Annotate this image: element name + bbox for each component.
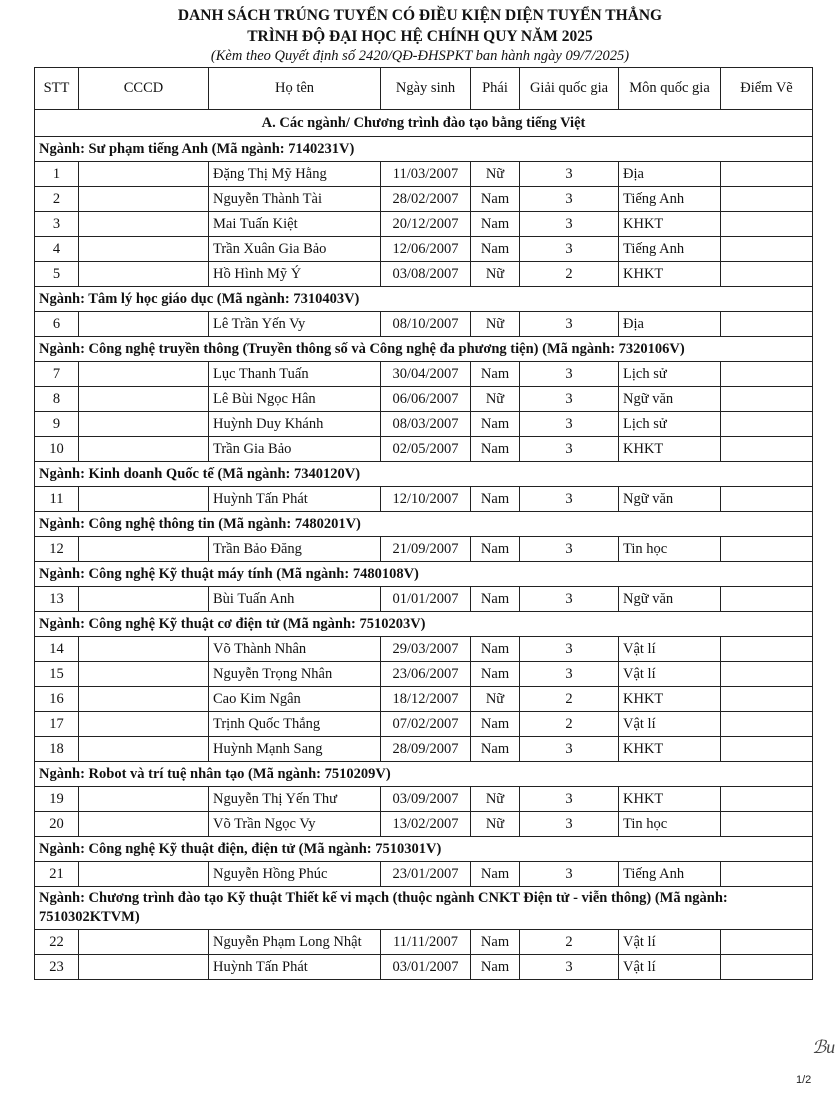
table-row <box>35 437 813 462</box>
cell-ngay-sinh: 12/10/2007 <box>381 487 471 512</box>
cell-giai-quoc-gia: 2 <box>520 262 619 287</box>
table-row <box>35 187 813 212</box>
cell-phai: Nữ <box>471 687 520 712</box>
group-row <box>35 462 813 487</box>
cell-phai: Nam <box>471 930 520 955</box>
cell-giai-quoc-gia: 3 <box>520 312 619 337</box>
cell-diem-ve <box>721 212 813 237</box>
section-title: A. Các ngành/ Chương trình đào tạo bằng tiếng Việt <box>35 110 813 137</box>
cell-ho-ten: Bùi Tuấn Anh <box>209 587 381 612</box>
cell-giai-quoc-gia: 3 <box>520 212 619 237</box>
cell-mon-quoc-gia: KHKT <box>619 737 721 762</box>
cell-cccd <box>79 587 209 612</box>
cell-cccd <box>79 237 209 262</box>
cell-stt: 12 <box>35 537 79 562</box>
cell-diem-ve <box>721 187 813 212</box>
group-title: Ngành: Công nghệ Kỹ thuật máy tính (Mã ngành: 7480108V) <box>35 562 813 587</box>
cell-ho-ten: Trần Xuân Gia Bảo <box>209 237 381 262</box>
cell-phai: Nam <box>471 412 520 437</box>
cell-cccd <box>79 362 209 387</box>
cell-phai: Nam <box>471 637 520 662</box>
table-row <box>35 487 813 512</box>
cell-cccd <box>79 262 209 287</box>
cell-phai: Nam <box>471 237 520 262</box>
cell-ngay-sinh: 12/06/2007 <box>381 237 471 262</box>
table-row <box>35 955 813 980</box>
cell-ngay-sinh: 08/10/2007 <box>381 312 471 337</box>
cell-giai-quoc-gia: 3 <box>520 237 619 262</box>
group-row <box>35 137 813 162</box>
cell-cccd <box>79 637 209 662</box>
cell-mon-quoc-gia: Tiếng Anh <box>619 237 721 262</box>
col-cccd: CCCD <box>79 68 209 110</box>
cell-giai-quoc-gia: 3 <box>520 387 619 412</box>
cell-stt: 8 <box>35 387 79 412</box>
cell-stt: 13 <box>35 587 79 612</box>
cell-cccd <box>79 955 209 980</box>
cell-phai: Nam <box>471 737 520 762</box>
cell-cccd <box>79 862 209 887</box>
group-row <box>35 337 813 362</box>
cell-stt: 7 <box>35 362 79 387</box>
cell-stt: 17 <box>35 712 79 737</box>
cell-mon-quoc-gia: Vật lí <box>619 662 721 687</box>
group-row <box>35 287 813 312</box>
cell-stt: 20 <box>35 812 79 837</box>
cell-ngay-sinh: 28/02/2007 <box>381 187 471 212</box>
cell-giai-quoc-gia: 2 <box>520 712 619 737</box>
cell-ho-ten: Nguyễn Thành Tài <box>209 187 381 212</box>
cell-diem-ve <box>721 637 813 662</box>
cell-mon-quoc-gia: KHKT <box>619 687 721 712</box>
table-row <box>35 212 813 237</box>
cell-ho-ten: Lê Trần Yến Vy <box>209 312 381 337</box>
cell-mon-quoc-gia: Lịch sử <box>619 362 721 387</box>
table-row <box>35 930 813 955</box>
cell-giai-quoc-gia: 3 <box>520 437 619 462</box>
table-row <box>35 312 813 337</box>
cell-giai-quoc-gia: 3 <box>520 862 619 887</box>
cell-diem-ve <box>721 437 813 462</box>
col-ngay-sinh: Ngày sinh <box>381 68 471 110</box>
table-row <box>35 637 813 662</box>
cell-mon-quoc-gia: Vật lí <box>619 930 721 955</box>
group-title: Ngành: Sư phạm tiếng Anh (Mã ngành: 7140231V) <box>35 137 813 162</box>
cell-ho-ten: Huỳnh Duy Khánh <box>209 412 381 437</box>
cell-stt: 19 <box>35 787 79 812</box>
cell-mon-quoc-gia: Địa <box>619 312 721 337</box>
cell-mon-quoc-gia: Vật lí <box>619 955 721 980</box>
cell-diem-ve <box>721 712 813 737</box>
cell-mon-quoc-gia: Vật lí <box>619 712 721 737</box>
cell-ho-ten: Đặng Thị Mỹ Hằng <box>209 162 381 187</box>
cell-ngay-sinh: 23/01/2007 <box>381 862 471 887</box>
cell-cccd <box>79 737 209 762</box>
cell-giai-quoc-gia: 3 <box>520 787 619 812</box>
cell-stt: 14 <box>35 637 79 662</box>
table-row <box>35 162 813 187</box>
cell-mon-quoc-gia: KHKT <box>619 262 721 287</box>
cell-mon-quoc-gia: KHKT <box>619 437 721 462</box>
table-row <box>35 787 813 812</box>
cell-cccd <box>79 812 209 837</box>
cell-stt: 21 <box>35 862 79 887</box>
cell-mon-quoc-gia: Vật lí <box>619 637 721 662</box>
group-row <box>35 562 813 587</box>
cell-giai-quoc-gia: 3 <box>520 537 619 562</box>
group-row <box>35 887 813 930</box>
admission-table <box>34 67 813 980</box>
cell-ngay-sinh: 07/02/2007 <box>381 712 471 737</box>
cell-ho-ten: Mai Tuấn Kiệt <box>209 212 381 237</box>
cell-diem-ve <box>721 862 813 887</box>
cell-phai: Nam <box>471 212 520 237</box>
group-title: Ngành: Tâm lý học giáo dục (Mã ngành: 7310403V) <box>35 287 813 312</box>
cell-ho-ten: Nguyễn Trọng Nhân <box>209 662 381 687</box>
cell-phai: Nữ <box>471 262 520 287</box>
cell-stt: 22 <box>35 930 79 955</box>
col-stt: STT <box>35 68 79 110</box>
cell-ngay-sinh: 20/12/2007 <box>381 212 471 237</box>
table-row <box>35 237 813 262</box>
cell-cccd <box>79 387 209 412</box>
group-row <box>35 612 813 637</box>
cell-phai: Nam <box>471 362 520 387</box>
group-row <box>35 762 813 787</box>
cell-cccd <box>79 662 209 687</box>
cell-stt: 16 <box>35 687 79 712</box>
cell-ngay-sinh: 11/11/2007 <box>381 930 471 955</box>
cell-diem-ve <box>721 487 813 512</box>
cell-mon-quoc-gia: Lịch sử <box>619 412 721 437</box>
cell-phai: Nam <box>471 712 520 737</box>
cell-giai-quoc-gia: 3 <box>520 812 619 837</box>
cell-ho-ten: Nguyễn Hồng Phúc <box>209 862 381 887</box>
cell-mon-quoc-gia: Ngữ văn <box>619 487 721 512</box>
cell-stt: 2 <box>35 187 79 212</box>
cell-giai-quoc-gia: 3 <box>520 162 619 187</box>
cell-ngay-sinh: 28/09/2007 <box>381 737 471 762</box>
cell-mon-quoc-gia: Tin học <box>619 537 721 562</box>
header-row <box>35 68 813 110</box>
cell-stt: 4 <box>35 237 79 262</box>
cell-diem-ve <box>721 930 813 955</box>
section-row <box>35 110 813 137</box>
col-diem-ve: Điểm Vẽ <box>721 68 813 110</box>
cell-phai: Nam <box>471 955 520 980</box>
cell-ngay-sinh: 02/05/2007 <box>381 437 471 462</box>
cell-diem-ve <box>721 687 813 712</box>
cell-stt: 23 <box>35 955 79 980</box>
cell-giai-quoc-gia: 3 <box>520 955 619 980</box>
cell-ho-ten: Trần Gia Bảo <box>209 437 381 462</box>
cell-diem-ve <box>721 787 813 812</box>
cell-phai: Nam <box>471 187 520 212</box>
cell-cccd <box>79 212 209 237</box>
cell-stt: 1 <box>35 162 79 187</box>
cell-mon-quoc-gia: Địa <box>619 162 721 187</box>
cell-diem-ve <box>721 412 813 437</box>
cell-diem-ve <box>721 662 813 687</box>
cell-ho-ten: Hồ Hình Mỹ Ý <box>209 262 381 287</box>
cell-ho-ten: Trịnh Quốc Thắng <box>209 712 381 737</box>
cell-stt: 9 <box>35 412 79 437</box>
cell-phai: Nam <box>471 437 520 462</box>
cell-ho-ten: Võ Trần Ngọc Vy <box>209 812 381 837</box>
cell-phai: Nữ <box>471 162 520 187</box>
cell-giai-quoc-gia: 3 <box>520 187 619 212</box>
signature-mark: ℬu <box>812 1037 836 1057</box>
cell-phai: Nữ <box>471 387 520 412</box>
group-row <box>35 837 813 862</box>
cell-stt: 5 <box>35 262 79 287</box>
cell-ngay-sinh: 01/01/2007 <box>381 587 471 612</box>
cell-mon-quoc-gia: KHKT <box>619 787 721 812</box>
cell-mon-quoc-gia: Ngữ văn <box>619 587 721 612</box>
group-title: Ngành: Robot và trí tuệ nhân tạo (Mã ngành: 7510209V) <box>35 762 813 787</box>
cell-diem-ve <box>721 737 813 762</box>
cell-ngay-sinh: 29/03/2007 <box>381 637 471 662</box>
cell-ho-ten: Huỳnh Tấn Phát <box>209 955 381 980</box>
cell-cccd <box>79 187 209 212</box>
cell-ngay-sinh: 11/03/2007 <box>381 162 471 187</box>
cell-diem-ve <box>721 162 813 187</box>
group-row <box>35 512 813 537</box>
col-ho-ten: Họ tên <box>209 68 381 110</box>
cell-cccd <box>79 687 209 712</box>
cell-giai-quoc-gia: 3 <box>520 637 619 662</box>
table-row <box>35 262 813 287</box>
cell-phai: Nam <box>471 537 520 562</box>
col-giai-quoc-gia: Giải quốc gia <box>520 68 619 110</box>
cell-phai: Nam <box>471 662 520 687</box>
table-row <box>35 712 813 737</box>
document-subtitle: TRÌNH ĐỘ ĐẠI HỌC HỆ CHÍNH QUY NĂM 2025 <box>247 28 593 45</box>
cell-cccd <box>79 712 209 737</box>
cell-cccd <box>79 537 209 562</box>
cell-diem-ve <box>721 587 813 612</box>
table-row <box>35 737 813 762</box>
document-title: DANH SÁCH TRÚNG TUYỂN CÓ ĐIỀU KIỆN DIỆN TUYỂN THẲNG <box>177 7 663 24</box>
cell-giai-quoc-gia: 3 <box>520 737 619 762</box>
cell-giai-quoc-gia: 2 <box>520 687 619 712</box>
cell-phai: Nữ <box>471 812 520 837</box>
cell-cccd <box>79 487 209 512</box>
cell-ngay-sinh: 13/02/2007 <box>381 812 471 837</box>
cell-phai: Nam <box>471 487 520 512</box>
cell-diem-ve <box>721 955 813 980</box>
cell-mon-quoc-gia: Tiếng Anh <box>619 187 721 212</box>
cell-phai: Nam <box>471 862 520 887</box>
table-row <box>35 687 813 712</box>
cell-ho-ten: Nguyễn Phạm Long Nhật <box>209 930 381 955</box>
cell-giai-quoc-gia: 2 <box>520 930 619 955</box>
group-title: Ngành: Kinh doanh Quốc tế (Mã ngành: 7340120V) <box>35 462 813 487</box>
table-row <box>35 662 813 687</box>
cell-ngay-sinh: 03/01/2007 <box>381 955 471 980</box>
table-row <box>35 387 813 412</box>
group-title: Ngành: Công nghệ truyền thông (Truyền thông số và Công nghệ đa phương tiện) (Mã ngành: 7320106V) <box>35 337 813 362</box>
cell-diem-ve <box>721 387 813 412</box>
cell-cccd <box>79 437 209 462</box>
cell-ngay-sinh: 23/06/2007 <box>381 662 471 687</box>
cell-ngay-sinh: 08/03/2007 <box>381 412 471 437</box>
cell-ngay-sinh: 03/08/2007 <box>381 262 471 287</box>
cell-cccd <box>79 412 209 437</box>
cell-ngay-sinh: 18/12/2007 <box>381 687 471 712</box>
cell-ngay-sinh: 30/04/2007 <box>381 362 471 387</box>
cell-stt: 18 <box>35 737 79 762</box>
group-title: Ngành: Công nghệ thông tin (Mã ngành: 7480201V) <box>35 512 813 537</box>
cell-phai: Nữ <box>471 312 520 337</box>
cell-mon-quoc-gia: Tin học <box>619 812 721 837</box>
cell-diem-ve <box>721 812 813 837</box>
cell-giai-quoc-gia: 3 <box>520 487 619 512</box>
cell-mon-quoc-gia: Ngữ văn <box>619 387 721 412</box>
group-title: Ngành: Công nghệ Kỹ thuật cơ điện tử (Mã ngành: 7510203V) <box>35 612 813 637</box>
cell-ho-ten: Huỳnh Tấn Phát <box>209 487 381 512</box>
cell-ngay-sinh: 06/06/2007 <box>381 387 471 412</box>
cell-stt: 15 <box>35 662 79 687</box>
cell-giai-quoc-gia: 3 <box>520 362 619 387</box>
decision-reference: (Kèm theo Quyết định số 2420/QĐ-ĐHSPKT ban hành ngày 09/7/2025) <box>210 48 630 64</box>
cell-ho-ten: Trần Bảo Đăng <box>209 537 381 562</box>
cell-cccd <box>79 312 209 337</box>
cell-mon-quoc-gia: KHKT <box>619 212 721 237</box>
cell-ngay-sinh: 21/09/2007 <box>381 537 471 562</box>
cell-phai: Nữ <box>471 787 520 812</box>
cell-diem-ve <box>721 237 813 262</box>
cell-ho-ten: Cao Kim Ngân <box>209 687 381 712</box>
col-phai: Phái <box>471 68 520 110</box>
cell-stt: 10 <box>35 437 79 462</box>
cell-stt: 11 <box>35 487 79 512</box>
table-row <box>35 412 813 437</box>
cell-ho-ten: Lê Bùi Ngọc Hân <box>209 387 381 412</box>
cell-giai-quoc-gia: 3 <box>520 412 619 437</box>
cell-phai: Nam <box>471 587 520 612</box>
page-number: 1/2 <box>796 1074 812 1086</box>
cell-ho-ten: Huỳnh Mạnh Sang <box>209 737 381 762</box>
group-title: Ngành: Chương trình đào tạo Kỹ thuật Thiết kế vi mạch (thuộc ngành CNKT Điện tử - viễn thông) (Mã ngành: 7510302KTVM) <box>35 887 813 930</box>
table-row <box>35 537 813 562</box>
table-row <box>35 812 813 837</box>
group-title: Ngành: Công nghệ Kỹ thuật điện, điện tử (Mã ngành: 7510301V) <box>35 837 813 862</box>
cell-ho-ten: Nguyễn Thị Yến Thư <box>209 787 381 812</box>
cell-diem-ve <box>721 312 813 337</box>
cell-ho-ten: Lục Thanh Tuấn <box>209 362 381 387</box>
cell-stt: 6 <box>35 312 79 337</box>
cell-giai-quoc-gia: 3 <box>520 662 619 687</box>
table-row <box>35 862 813 887</box>
cell-ngay-sinh: 03/09/2007 <box>381 787 471 812</box>
cell-cccd <box>79 930 209 955</box>
cell-stt: 3 <box>35 212 79 237</box>
cell-diem-ve <box>721 537 813 562</box>
cell-mon-quoc-gia: Tiếng Anh <box>619 862 721 887</box>
cell-diem-ve <box>721 262 813 287</box>
cell-cccd <box>79 162 209 187</box>
table-row <box>35 587 813 612</box>
cell-ho-ten: Võ Thành Nhân <box>209 637 381 662</box>
col-mon-quoc-gia: Môn quốc gia <box>619 68 721 110</box>
cell-cccd <box>79 787 209 812</box>
table-row <box>35 362 813 387</box>
cell-giai-quoc-gia: 3 <box>520 587 619 612</box>
cell-diem-ve <box>721 362 813 387</box>
